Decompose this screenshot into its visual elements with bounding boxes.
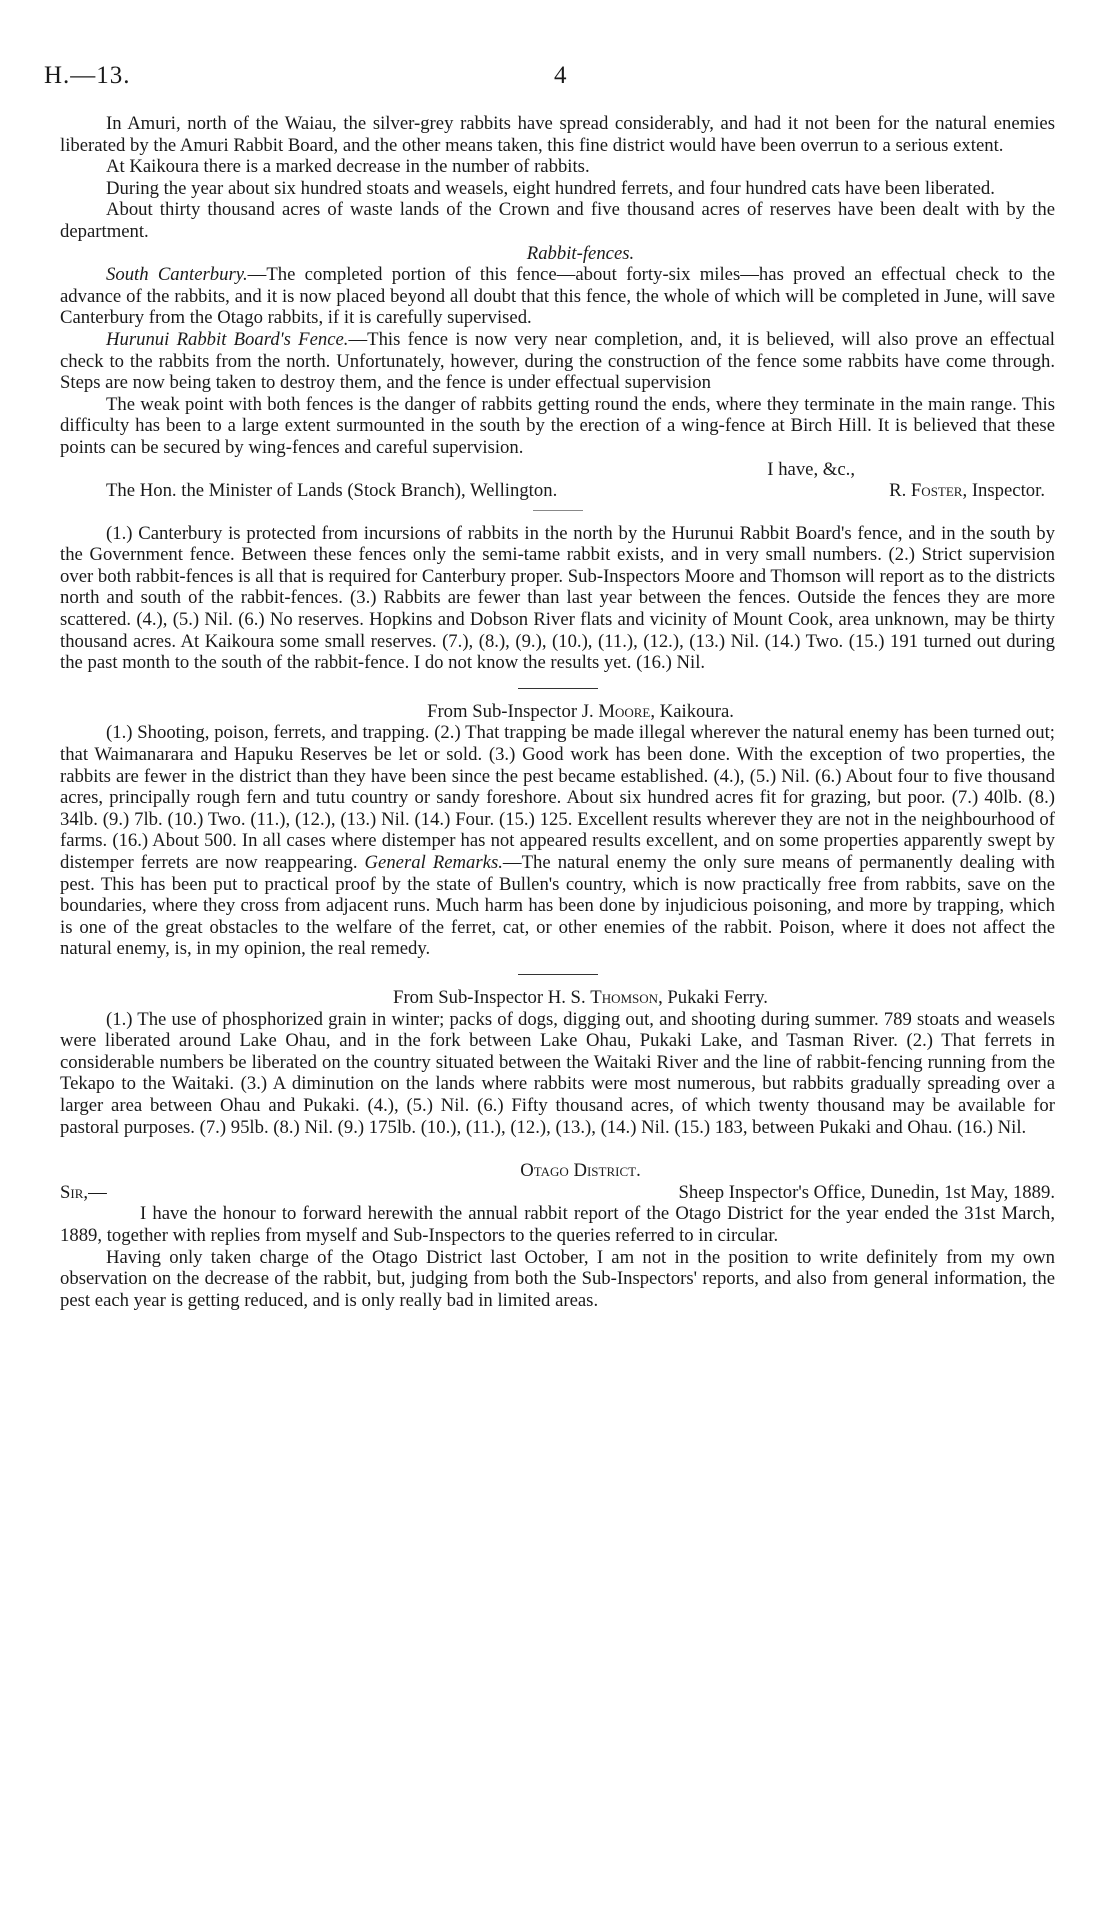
- moore-report: [60, 722, 1055, 960]
- fence-paragraph-weak-point: The weak point with both fences is the danger of rabbits getting round the ends, where they terminate in the main range. This difficulty has been to a large extent surmounted in the south by the erection of a wing-fence at Birch Hill. It is believed that these points can be secured by wing-fences and careful supervision.: [60, 393, 1055, 458]
- moore-heading-post: , Kaikoura.: [650, 700, 734, 722]
- otago-paragraph: Having only taken charge of the Otago District last October, I am not in the position to write definitely from my own observation on the decrease of the rabbit, but, judging from both the Sub-Inspectors' reports, and also from general information, the pest each year is getting reduced, and is only really bad in limited areas.: [60, 1246, 1055, 1311]
- thomson-heading: [60, 987, 1055, 1009]
- thomson-heading-pre: From Sub-Inspector H. S.: [393, 986, 591, 1008]
- document-id: H.—13.: [44, 62, 131, 89]
- page-header: [44, 62, 1054, 92]
- section-divider: [518, 688, 598, 689]
- intro-paragraph: About thirty thousand acres of waste lands of the Crown and five thousand acres of reserves have been dealt with by the department.: [60, 199, 1055, 242]
- signature-title: Inspector.: [967, 480, 1045, 502]
- fence-text-hurunui: —This fence is now very near completion, and, it is believed, will also prove an effectual check to the rabbits from the north. Unfortunately, however, during the construction of the fence some rabbits have come through. Steps are now being taken to destroy them, and the fence is under effectual supervision: [60, 328, 1055, 394]
- otago-district-heading: Otago District.: [520, 1160, 641, 1182]
- moore-heading-pre: From Sub-Inspector J.: [427, 700, 599, 722]
- otago-paragraph: I have the honour to forward herewith the annual rabbit report of the Otago District for the year ended the 31st March, 1889, together with replies from myself and Sub-Inspectors to the queries referred to in circular.: [60, 1203, 1055, 1246]
- office-line: Sheep Inspector's Office, Dunedin, 1st May, 1889.: [678, 1181, 1055, 1203]
- addressee-line: [60, 480, 1055, 502]
- section-divider: [533, 510, 583, 511]
- addressee: The Hon. the Minister of Lands (Stock Branch), Wellington.: [106, 480, 558, 502]
- thomson-heading-name: Thomson: [590, 986, 659, 1008]
- fence-text-south-canterbury: —The completed portion of this fence—about forty-six miles—has proved an effectual check to the advance of the rabbits, and it is now placed beyond all doubt that this fence, the whole of which will be completed in June, will save Canterbury from the Otago rabbits, if it is carefully supervised.: [60, 264, 1055, 329]
- thomson-report: (1.) The use of phosphorized grain in winter; packs of dogs, digging out, and shooting during summer. 789 stoats and weasels were liberated around Lake Ohau, and in the fork between Lake Ohau, Pukaki Lake, and Tasman River. (2.) That ferrets in considerable numbers be liberated on the country situated between the Waitaki River and the line of rabbit-fencing running from the Tekapo to the Waitaki. (3.) A diminution on the lands where rabbits were most numerous, but rabbits gradually spreading over a larger area between Ohau and Pukaki. (4.), (5.) Nil. (6.) Fifty thousand acres, of which twenty thousand may be available for pastoral purposes. (7.) 95lb. (8.) Nil. (9.) 175lb. (10.), (11.), (12.), (13.), (14.) Nil. (15.) 183, between Pukaki and Ohau. (16.) Nil.: [60, 1008, 1055, 1138]
- closing-line: [60, 459, 1055, 481]
- moore-report-text-a: (1.) Shooting, poison, ferrets, and trapping. (2.) That trapping be made illegal wherever the natural enemy has been turned out; that Waimanarara and Hapuku Reserves be let or sold. (3.) Good work has been done. With the exception of two properties, the rabbits are fewer in the district than they have been since the pest became established. (4.), (5.) Nil. (6.) About four to five thousand acres, principally rough fern and tutu country or sandy foreshore. About six hundred acres fit for grazing, but poor. (7.) 40lb. (8.) 34lb. (9.) 7lb. (10.) Two. (11.), (12.), (13.) Nil. (14.) Four. (15.) 125. Excellent results wherever they are not in the neighbourhood of farms. (16.) About 500. In all cases where distemper has not appeared results excellent, and on some properties apparently swept by distemper ferrets are now reappearing.: [60, 722, 1055, 873]
- closing-text: I have, &c.,: [767, 458, 855, 480]
- thomson-heading-post: , Pukaki Ferry.: [658, 986, 768, 1008]
- replies-summary: (1.) Canterbury is protected from incursions of rabbits in the north by the Hurunui Rabbit Board's fence, and in the south by the Government fence. Between these fences only the semi-tame rabbit exists, and in very small numbers. (2.) Strict supervision over both rabbit-fences is all that is required for Canterbury proper. Sub-Inspectors Moore and Thomson will report as to the districts north and south of the rabbit-fences. (3.) Rabbits are fewer than last year between the fences. Outside the fences they are more scattered. (4.), (5.) Nil. (6.) No reserves. Hopkins and Dobson River flats and vicinity of Mount Cook, area unknown, may be thirty thousand acres. At Kaikoura some small reserves. (7.), (8.), (9.), (10.), (11.), (12.), (13.) Nil. (14.) Two. (15.) 191 turned out during the past month to the south of the rabbit-fence. I do not know the results yet. (16.) Nil.: [60, 522, 1055, 674]
- section-divider: [518, 974, 598, 975]
- intro-paragraph: In Amuri, north of the Waiau, the silver-grey rabbits have spread considerably, and had it not been for the natural enemies liberated by the Amuri Rabbit Board, and the other means taken, this fine district would have been overrun to a serious extent.: [60, 113, 1055, 156]
- salutation-line: [60, 1182, 1055, 1204]
- intro-paragraph: At Kaikoura there is a marked decrease in the number of rabbits.: [106, 156, 590, 178]
- intro-paragraph: During the year about six hundred stoats and weasels, eight hundred ferrets, and four hundred cats have been liberated.: [106, 177, 995, 199]
- salutation: Sir,—: [60, 1181, 107, 1203]
- moore-report-text-b: —The natural enemy the only sure means of permanently dealing with pest. This has been put to practical proof by the state of Bullen's country, which is now practically free from rabbits, save on the boundaries, where they cross from adjacent runs. Much harm has been done by injudicious poisoning, and more by trapping, which is one of the great obstacles to the welfare of the ferret, cat, or other enemies of the rabbit. Poison, where it does not affect the natural enemy, is, in my opinion, the real remedy.: [60, 852, 1056, 960]
- moore-remarks-label: General Remarks.: [364, 852, 503, 873]
- fence-paragraph-south-canterbury: [60, 264, 1055, 329]
- page-number: 4: [554, 62, 567, 89]
- fence-paragraph-hurunui: [60, 329, 1055, 394]
- fence-lead-hurunui: Hurunui Rabbit Board's Fence.: [106, 328, 349, 350]
- signature: [889, 480, 1045, 502]
- fence-lead-south-canterbury: South Canterbury.: [106, 264, 248, 286]
- document-body: [60, 113, 1055, 1311]
- signature-name: R. Foster,: [889, 480, 968, 502]
- moore-heading: [60, 701, 1055, 723]
- section-heading-rabbit-fences: Rabbit-fences.: [526, 242, 635, 264]
- moore-heading-name: Moore: [598, 700, 651, 722]
